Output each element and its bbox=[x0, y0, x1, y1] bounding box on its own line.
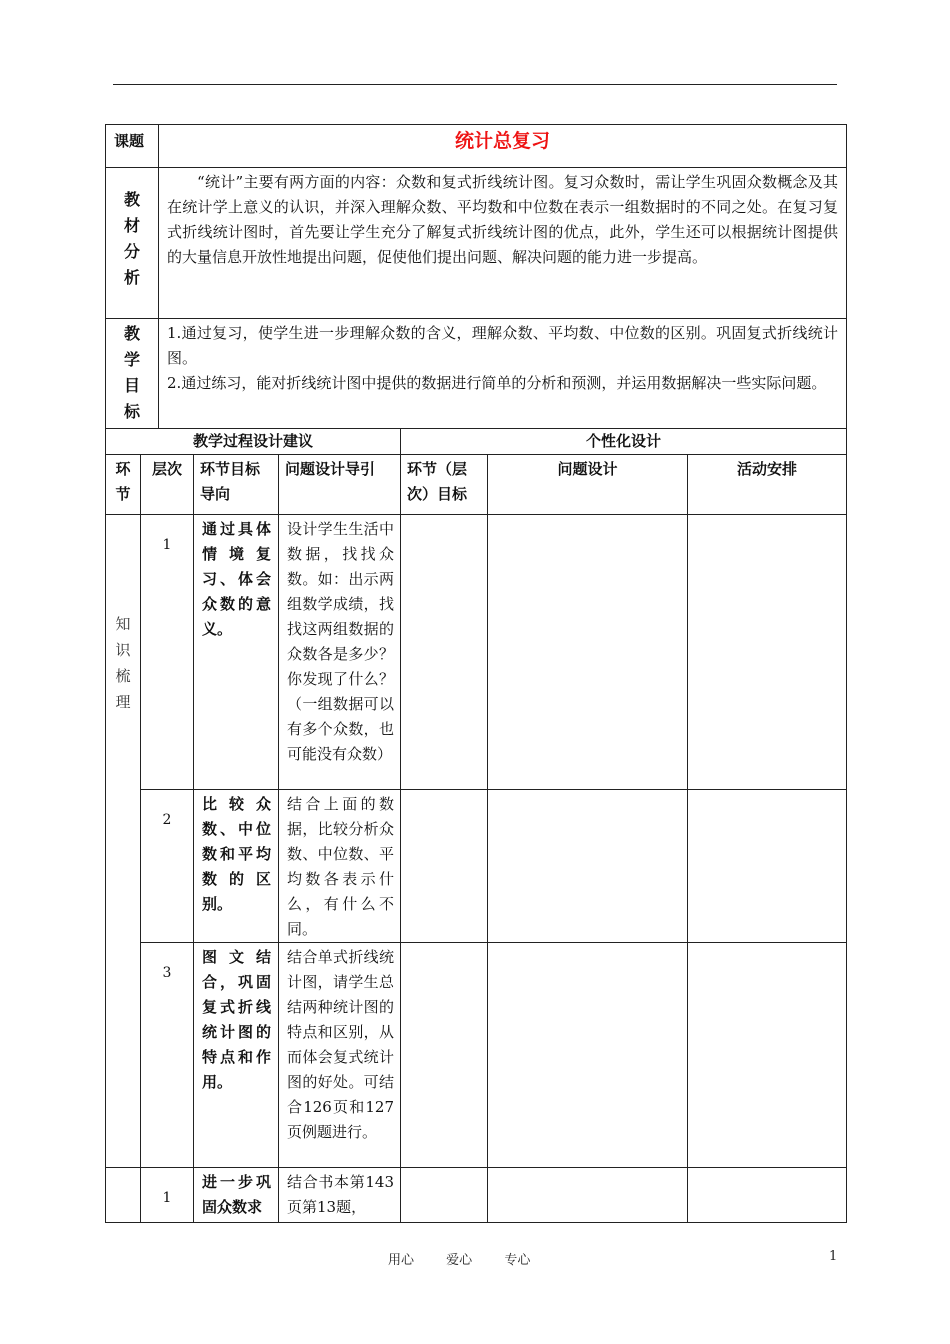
section-char: 识 bbox=[115, 641, 131, 659]
personal-activity-cell bbox=[688, 943, 847, 1168]
process-left-header: 教学过程设计建议 bbox=[106, 429, 401, 455]
lesson-plan-table bbox=[105, 124, 847, 1223]
process-header-row bbox=[106, 429, 847, 455]
goal-text: 通过具体情境复习、体会众数的意义。 bbox=[194, 515, 279, 790]
col-personal-level: 环节（层次）目标 bbox=[401, 455, 488, 515]
page-title: 统计总复习 bbox=[159, 125, 847, 168]
material-analysis-label bbox=[106, 168, 159, 319]
col-personal-question: 问题设计 bbox=[488, 455, 688, 515]
label-char: 目 bbox=[124, 376, 141, 395]
personal-activity-cell bbox=[688, 1168, 847, 1223]
process-right-header: 个性化设计 bbox=[401, 429, 847, 455]
col-personal-activity: 活动安排 bbox=[688, 455, 847, 515]
personal-question-cell bbox=[488, 1168, 688, 1223]
goal-text: 比较众数、中位数和平均数的区别。 bbox=[194, 790, 279, 943]
level-number: 3 bbox=[141, 943, 194, 1168]
page-number: 1 bbox=[829, 1249, 838, 1264]
label-char: 教 bbox=[124, 324, 141, 343]
label-char: 学 bbox=[124, 350, 141, 369]
topic-label: 课题 bbox=[106, 125, 159, 168]
goal-item: 2.通过练习，能对折线统计图中提供的数据进行简单的分析和预测，并运用数据解决一些实际问题。 bbox=[167, 374, 827, 392]
personal-activity-cell bbox=[688, 515, 847, 790]
table-row bbox=[106, 515, 847, 790]
personal-question-cell bbox=[488, 943, 688, 1168]
material-analysis-text: “统计”主要有两方面的内容：众数和复式折线统计图。复习众数时，需让学生巩固众数概念及其在统计学上意义的认识，并深入理解众数、平均数和中位数在表示一组数据时的不同之处。在复习复式折线统计图时，首先要让学生充分了解复式折线统计图的优点，此外，学生还可以根据统计图提供的大量信息开放性地提出问题，促使他们提出问题、解决问题的能力进一步提高。 bbox=[159, 168, 847, 319]
personal-level-cell bbox=[401, 790, 488, 943]
level-number: 2 bbox=[141, 790, 194, 943]
topic-row bbox=[106, 125, 847, 168]
col-link: 环节 bbox=[106, 455, 141, 515]
section-char: 理 bbox=[115, 693, 131, 711]
section-cell-empty bbox=[106, 1168, 141, 1223]
table-row bbox=[106, 943, 847, 1168]
label-char: 教 bbox=[124, 190, 141, 209]
personal-level-cell bbox=[401, 515, 488, 790]
label-char: 标 bbox=[124, 402, 141, 421]
footer-word: 用心 bbox=[388, 1253, 415, 1268]
teaching-goals-label bbox=[106, 319, 159, 429]
guide-text: 结合上面的数据，比较分析众数、中位数、平均数各表示什么，有什么不同。 bbox=[279, 790, 401, 943]
label-char: 析 bbox=[124, 268, 141, 287]
personal-level-cell bbox=[401, 943, 488, 1168]
col-level: 层次 bbox=[141, 455, 194, 515]
footer-word: 爱心 bbox=[446, 1253, 473, 1268]
footer-motto bbox=[388, 1249, 558, 1268]
column-header-row bbox=[106, 455, 847, 515]
table-row bbox=[106, 1168, 847, 1223]
section-char: 梳 bbox=[115, 667, 131, 685]
section-knowledge-review bbox=[106, 515, 141, 1168]
level-number: 1 bbox=[141, 1168, 194, 1223]
label-char: 分 bbox=[124, 242, 141, 261]
goal-text: 进一步巩固众数求 bbox=[194, 1168, 279, 1223]
personal-question-cell bbox=[488, 515, 688, 790]
personal-question-cell bbox=[488, 790, 688, 943]
footer-word: 专心 bbox=[504, 1253, 531, 1268]
table-row bbox=[106, 790, 847, 943]
header-rule bbox=[113, 84, 837, 85]
teaching-goals-text bbox=[159, 319, 847, 429]
col-goal: 环节目标导向 bbox=[194, 455, 279, 515]
guide-text: 结合书本第143页第13题， bbox=[279, 1168, 401, 1223]
material-analysis-row bbox=[106, 168, 847, 319]
personal-level-cell bbox=[401, 1168, 488, 1223]
guide-text: 设计学生生活中数据，找找众数。如：出示两组数学成绩，找找这两组数据的众数各是多少？你发现了什么？（一组数据可以有多个众数，也可能没有众数） bbox=[279, 515, 401, 790]
goal-text: 图文结合，巩固复式折线统计图的特点和作用。 bbox=[194, 943, 279, 1168]
col-guide: 问题设计导引 bbox=[279, 455, 401, 515]
level-number: 1 bbox=[141, 515, 194, 790]
personal-activity-cell bbox=[688, 790, 847, 943]
label-char: 材 bbox=[124, 216, 141, 235]
goal-item: 1.通过复习，使学生进一步理解众数的含义，理解众数、平均数、中位数的区别。巩固复式折线统计图。 bbox=[167, 324, 839, 367]
guide-text: 结合单式折线统计图，请学生总结两种统计图的特点和区别，从而体会复式统计图的好处。可结合126页和127页例题进行。 bbox=[279, 943, 401, 1168]
teaching-goals-row bbox=[106, 319, 847, 429]
section-char: 知 bbox=[115, 615, 131, 633]
